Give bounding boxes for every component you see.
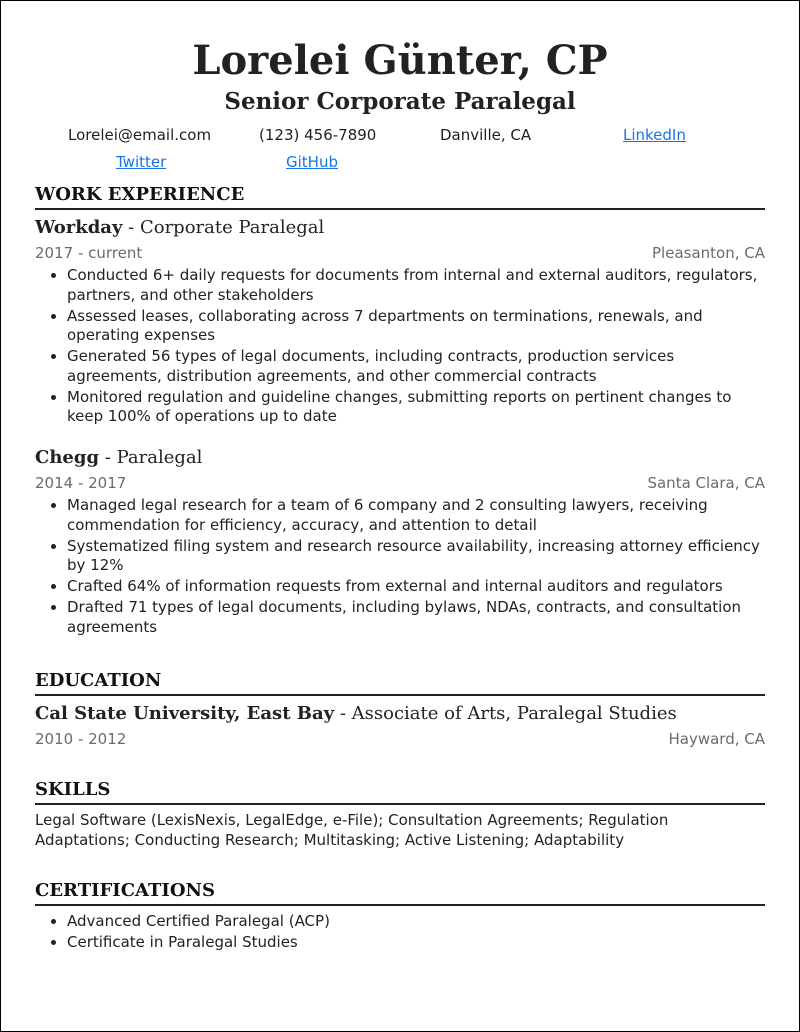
job-role: Paralegal bbox=[116, 447, 203, 468]
list-item: • Certificate in Paralegal Studies bbox=[67, 933, 765, 953]
job-company: Chegg bbox=[35, 447, 100, 468]
job-meta-chegg bbox=[35, 473, 765, 493]
education-dates: 2010 - 2012 bbox=[35, 730, 127, 748]
location-text: Danville, CA bbox=[440, 126, 532, 144]
job-dates: 2017 - current bbox=[35, 244, 143, 262]
work-experience-heading: WORK EXPERIENCE bbox=[35, 183, 765, 210]
candidate-title: Senior Corporate Paralegal bbox=[224, 88, 576, 115]
education-heading: EDUCATION bbox=[35, 669, 765, 696]
list-item: • Monitored regulation and guideline changes, submitting reports on pertinent changes to keep 100% of operations up to date bbox=[67, 388, 765, 427]
school-name: Cal State University, East Bay bbox=[35, 703, 335, 724]
certifications-list bbox=[35, 912, 765, 954]
skills-text: Legal Software (LexisNexis, LegalEdge, e-File); Consultation Agreements; Regulation Adaptations; Conducting Research; Multitasking; Active Listening; Adaptability bbox=[35, 811, 669, 849]
job-role: Corporate Paralegal bbox=[139, 217, 325, 238]
list-item: • Systematized filing system and research resource availability, increasing attorney efficiency by 12% bbox=[67, 537, 765, 576]
job-location: Santa Clara, CA bbox=[647, 474, 765, 492]
list-item: • Conducted 6+ daily requests for documents from internal and external auditors, regulators, partners, and other stakeholders bbox=[67, 266, 765, 305]
twitter-link[interactable]: Twitter bbox=[116, 153, 167, 171]
linkedin-link[interactable]: LinkedIn bbox=[623, 126, 686, 144]
job-company: Workday bbox=[35, 217, 123, 238]
education-title: Cal State University, East Bay - Associate of Arts, Paralegal Studies bbox=[35, 703, 677, 724]
email-text: Lorelei@email.com bbox=[68, 126, 212, 144]
list-item: • Advanced Certified Paralegal (ACP) bbox=[67, 912, 765, 932]
list-item: • Crafted 64% of information requests from external and internal auditors and regulators bbox=[67, 577, 765, 597]
job-bullets-chegg bbox=[35, 496, 765, 639]
degree-name: Associate of Arts, bbox=[351, 703, 512, 724]
phone-text: (123) 456-7890 bbox=[259, 126, 377, 144]
job-title-workday: Workday - Corporate Paralegal bbox=[35, 217, 325, 238]
candidate-name: Lorelei Günter, CP bbox=[192, 37, 608, 84]
certifications-heading: CERTIFICATIONS bbox=[35, 879, 765, 906]
education-meta bbox=[35, 729, 765, 749]
skills-heading: SKILLS bbox=[35, 778, 765, 805]
list-item: • Drafted 71 types of legal documents, including bylaws, NDAs, contracts, and consultation agreements bbox=[67, 598, 765, 637]
education-location: Hayward, CA bbox=[668, 730, 765, 748]
list-item: • Managed legal research for a team of 6 company and 2 consulting lawyers, receiving commendation for efficiency, accuracy, and attention to detail bbox=[67, 496, 765, 535]
degree-field: Paralegal Studies bbox=[516, 703, 677, 724]
job-bullets-workday bbox=[35, 266, 765, 428]
job-location: Pleasanton, CA bbox=[652, 244, 765, 262]
job-title-chegg: Chegg - Paralegal bbox=[35, 447, 203, 468]
github-link[interactable]: GitHub bbox=[286, 153, 338, 171]
list-item: • Generated 56 types of legal documents, including contracts, production services agreements, distribution agreements, and other commercial contracts bbox=[67, 347, 765, 386]
job-meta-workday bbox=[35, 243, 765, 263]
job-dates: 2014 - 2017 bbox=[35, 474, 127, 492]
list-item: • Assessed leases, collaborating across 7 departments on terminations, renewals, and operating expenses bbox=[67, 307, 765, 346]
